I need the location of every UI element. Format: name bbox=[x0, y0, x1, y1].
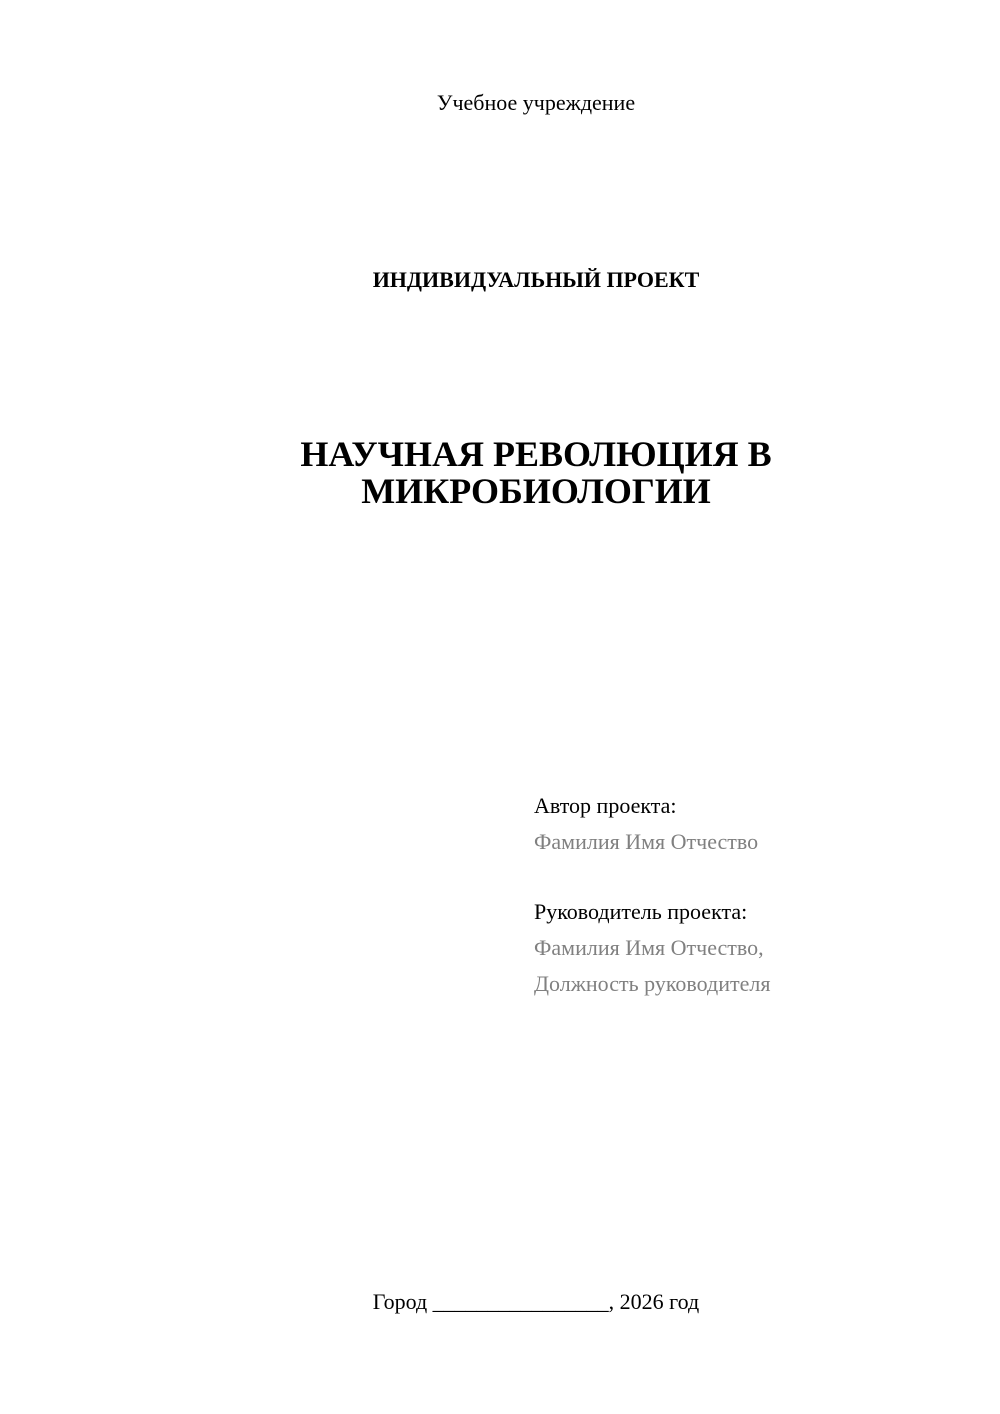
project-title-line-1: НАУЧНАЯ РЕВОЛЮЦИЯ В bbox=[300, 434, 772, 474]
supervisor-label: Руководитель проекта: bbox=[534, 899, 748, 924]
project-type-heading: ИНДИВИДУАЛЬНЫЙ ПРОЕКТ bbox=[372, 267, 700, 292]
supervisor-name: Фамилия Имя Отчество, bbox=[534, 935, 764, 960]
supervisor-position: Должность руководителя bbox=[534, 971, 771, 996]
project-title-line-2: МИКРОБИОЛОГИИ bbox=[361, 471, 711, 511]
project-title bbox=[0, 436, 1000, 510]
institution-name: Учебное учреждение bbox=[436, 90, 636, 115]
author-label: Автор проекта: bbox=[534, 793, 677, 818]
project-info-block bbox=[534, 788, 974, 1002]
author-name: Фамилия Имя Отчество bbox=[534, 829, 759, 854]
city-year-footer: Город ________________, 2026 год bbox=[372, 1289, 700, 1314]
spacer bbox=[534, 860, 974, 894]
